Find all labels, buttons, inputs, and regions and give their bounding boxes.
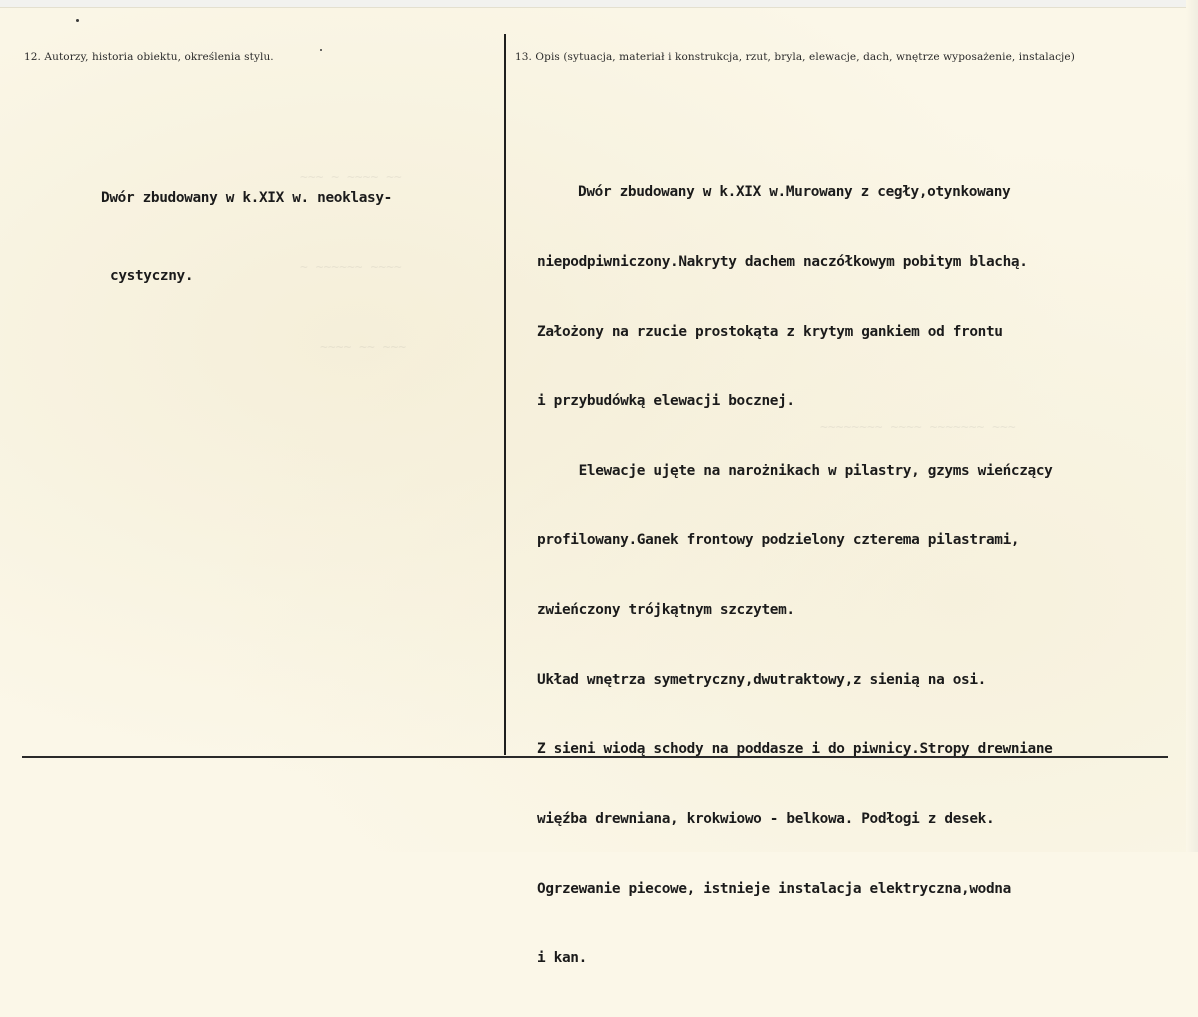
typed-line: Układ wnętrza symetryczny,dwutraktowy,z sienią na osi. xyxy=(537,671,986,688)
bleed-through-mark: ~~~~ ~~ ~~~ xyxy=(320,340,407,355)
section-12-typed-text xyxy=(101,133,392,341)
scan-top-edge xyxy=(0,0,1198,8)
typed-line: Ogrzewanie piecowe, istnieje instalacja elektryczna,wodna xyxy=(537,880,1011,897)
typed-line: więźba drewniana, krokwiowo - belkowa. Podłogi z desek. xyxy=(537,810,995,827)
typed-line: cystyczny. xyxy=(110,268,194,284)
bleed-through-mark: ~~~ ~ ~~~~ ~~ xyxy=(300,170,402,185)
typed-line: zwieńczony trójkątnym szczytem. xyxy=(537,602,795,619)
ink-speck xyxy=(320,49,322,51)
scan-right-edge xyxy=(1186,0,1198,852)
typed-line: profilowany.Ganek frontowy podzielony czterema pilastrami, xyxy=(537,532,1020,549)
typed-line: Dwór zbudowany w k.XIX w.Murowany z cegły,otynkowany xyxy=(578,184,1011,201)
typed-line: i kan. xyxy=(537,950,587,967)
section-12-label: 12. Autorzy, historia obiektu, określenia stylu. xyxy=(24,51,274,63)
section-13-typed-text xyxy=(537,135,1052,1017)
bleed-through-mark: ~ ~~~~~~ ~~~~ xyxy=(300,260,402,275)
typed-line: Elewacje ujęte na narożnikach w pilastry, gzyms wieńczący xyxy=(537,462,1053,479)
ink-speck xyxy=(76,19,79,22)
column-divider xyxy=(504,34,506,755)
bleed-through-mark: ~~~~~~~~ ~~~~ ~~~~~~~ ~~~ xyxy=(820,420,1016,435)
typed-line: Z sieni wiodą schody na poddasze i do piwnicy.Stropy drewniane xyxy=(537,741,1053,758)
typed-line: Dwór zbudowany w k.XIX w. neoklasy- xyxy=(101,190,392,206)
typed-line: Założony na rzucie prostokąta z krytym gankiem od frontu xyxy=(537,323,1003,340)
typed-line: niepodpiwniczony.Nakryty dachem naczółkowym pobitym blachą. xyxy=(537,254,1028,271)
typed-line: i przybudówką elewacji bocznej. xyxy=(537,393,795,410)
section-13-label: 13. Opis (sytuacja, materiał i konstrukcja, rzut, bryla, elewacje, dach, wnętrze wyposażenie, instalacje) xyxy=(515,51,1075,63)
